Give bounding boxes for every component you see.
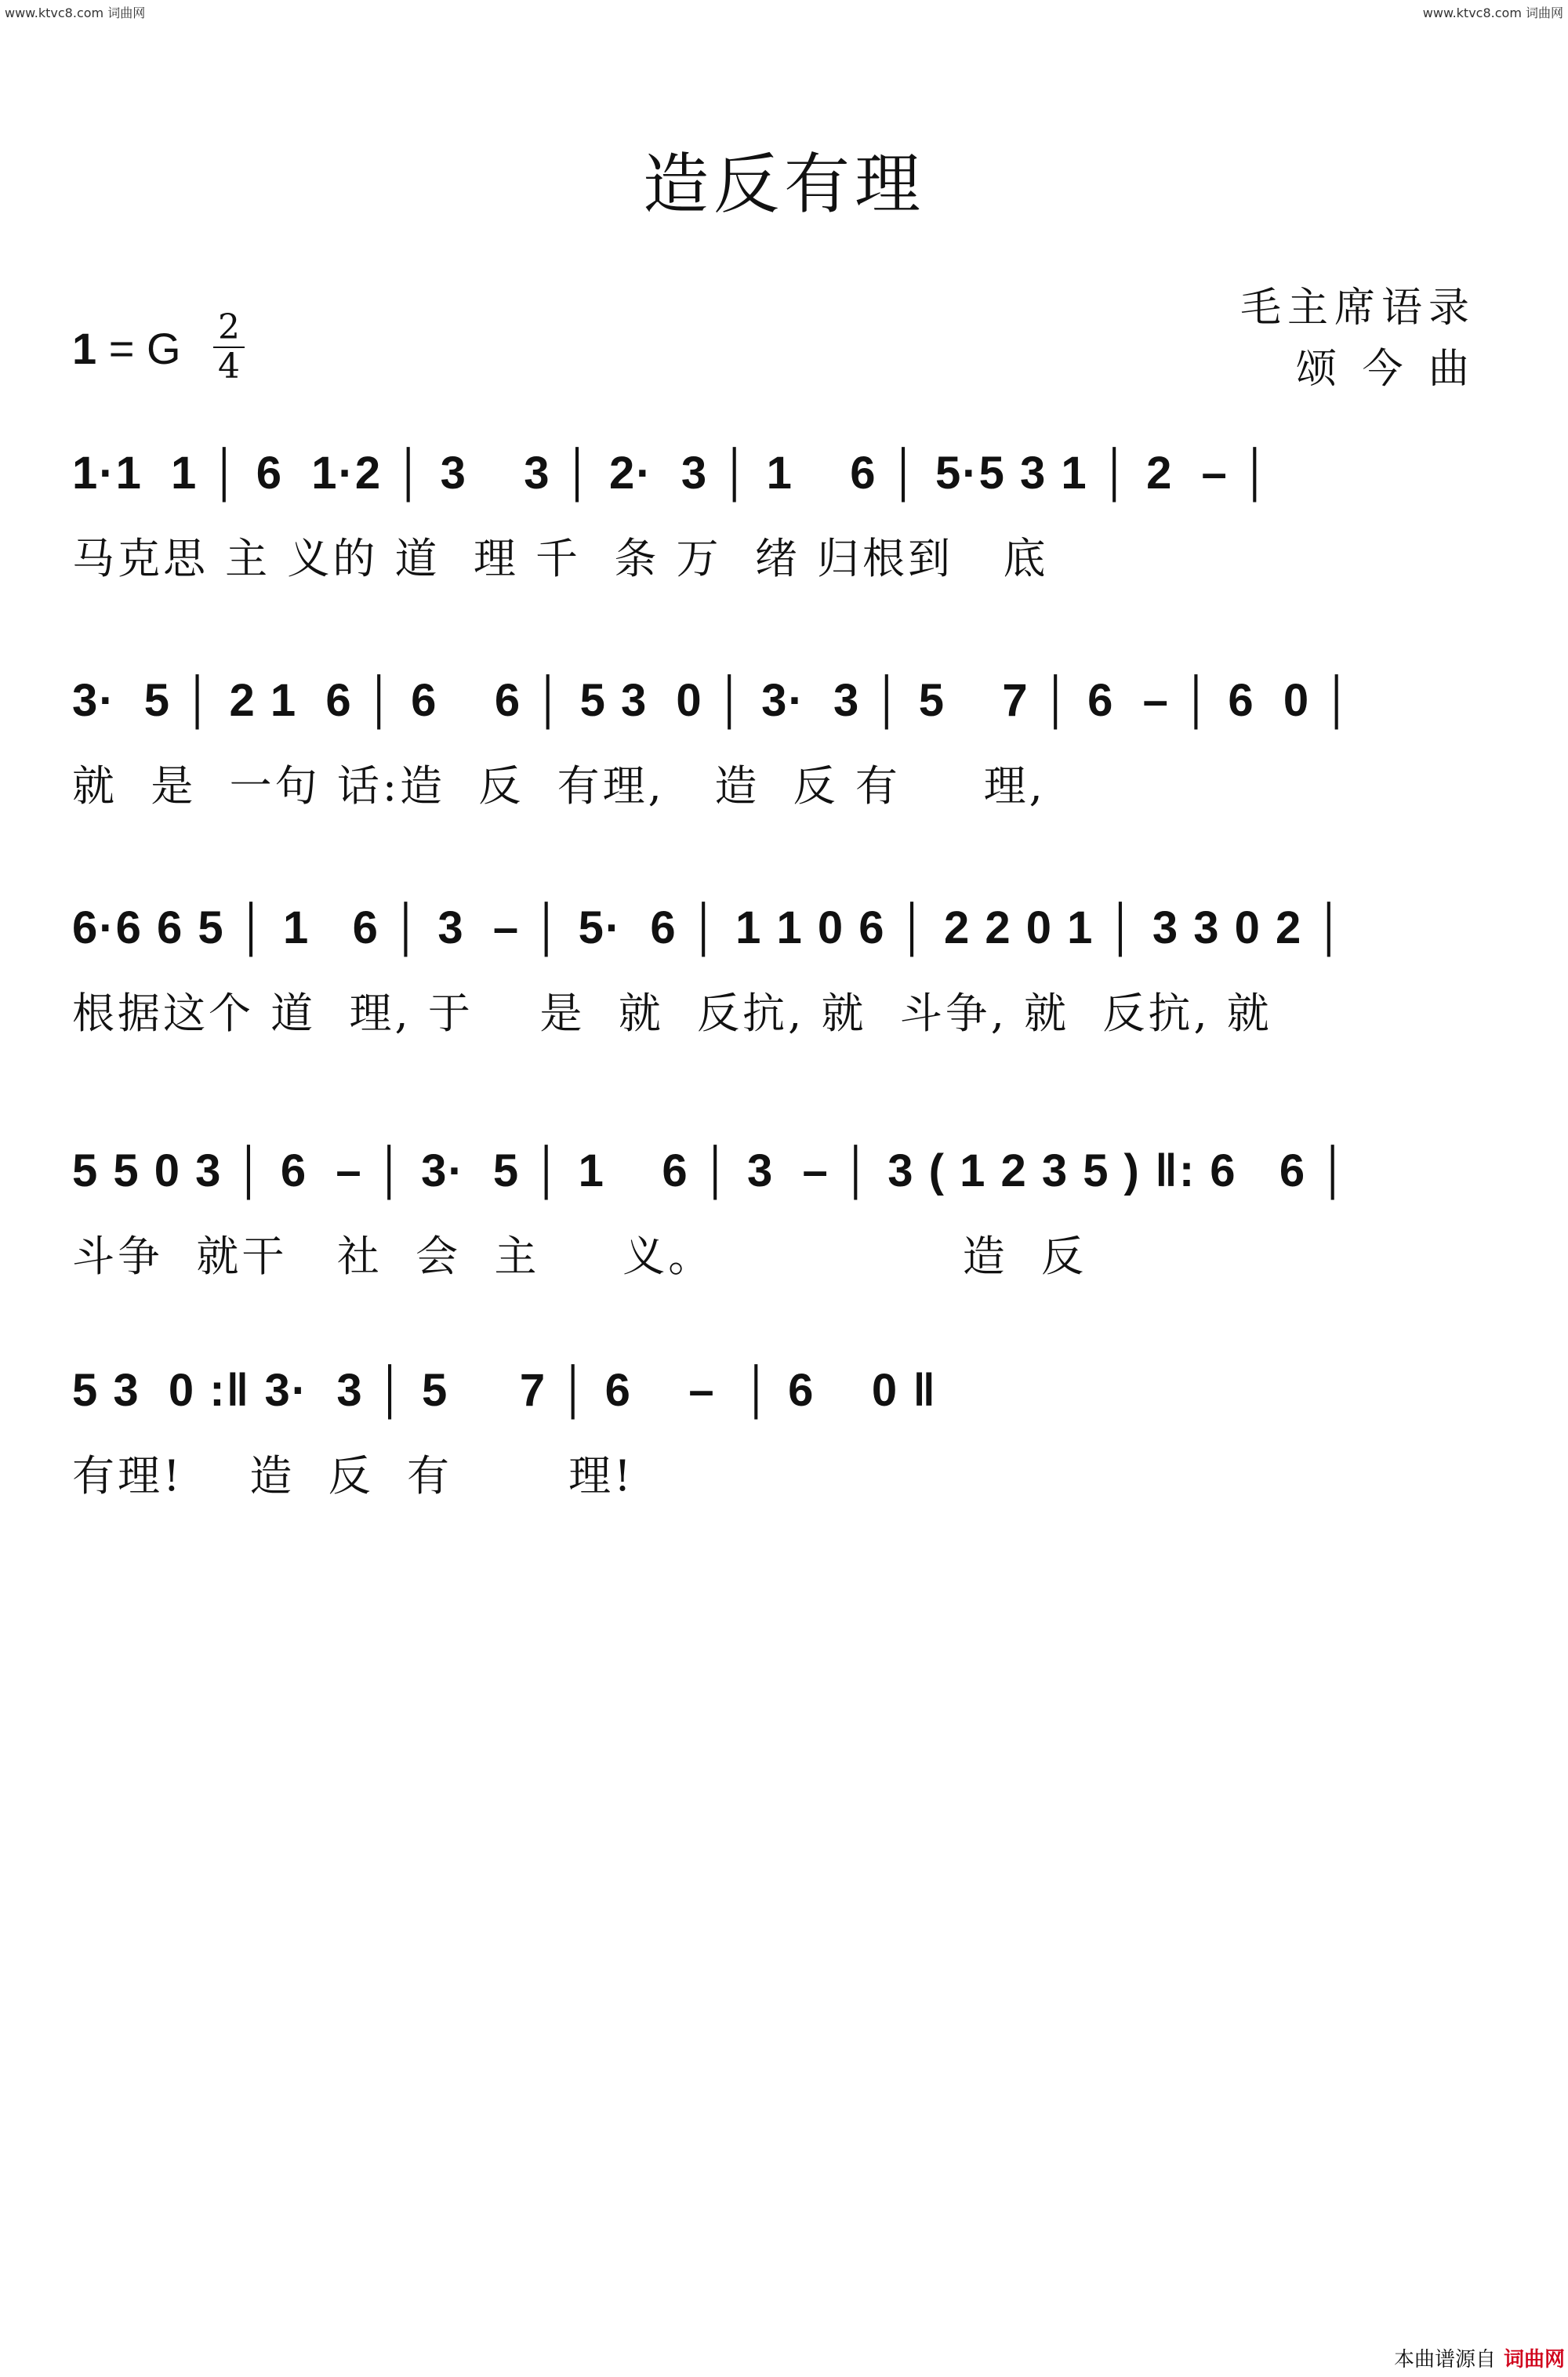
header-watermark-right: www.ktvc8.com 词曲网 [1422,5,1563,20]
time-signature-top: 2 [218,307,240,347]
lyric-source: 毛主席语录 [1240,285,1475,332]
footer-source [1394,2343,1565,2372]
lyrics-line: 马克思 主 义的 道 理 千 条 万 绪 归根到 底 [72,534,1049,583]
key-signature [72,323,181,374]
lyrics-line: 就 是 一句 话:造 反 有理, 造 反 有 理, [72,761,1046,811]
time-signature-bottom: 4 [218,347,240,386]
melody-line: 3· 5 │ 2 1 6 │ 6 6 │ 5 3 0 │ 3· 3 │ 5 7 │ 6 – │ 6 0 │ [72,675,1355,726]
lyrics-line: 有理! 造 反 有 理! [72,1451,634,1501]
composer-credit: 颂 今 曲 [1295,346,1475,393]
header-watermark-left: www.ktvc8.com 词曲网 [5,5,146,20]
time-signature [213,307,245,386]
key-tonic: 1 [72,324,97,373]
key-equals: = [108,324,135,373]
melody-line: 6·6 6 5 │ 1 6 │ 3 – │ 5· 6 │ 1 1 0 6 │ 2 2 0 1 │ 3 3 0 2 │ [72,902,1347,953]
melody-line: 5 3 0 :‖ 3· 3 │ 5 7 │ 6 – │ 6 0 ‖ [72,1365,938,1416]
lyrics-line: 根据这个 道 理, 于 是 就 反抗, 就 斗争, 就 反抗, 就 [72,989,1272,1038]
melody-line: 1·1 1 │ 6 1·2 │ 3 3 │ 2· 3 │ 1 6 │ 5·5 3 1 │ 2 – │ [72,448,1273,499]
song-title: 造反有理 [642,146,925,223]
melody-line: 5 5 0 3 │ 6 – │ 3· 5 │ 1 6 │ 3 – │ 3 ( 1 2 3 5 ) ‖: 6 6 │ [72,1145,1351,1196]
footer-text: 本曲谱源自 [1393,2348,1496,2372]
lyrics-line: 斗争 就干 社 会 主 义。 造 反 [72,1232,1087,1281]
key-note: G [146,324,181,373]
footer-brand[interactable]: 词曲网 [1503,2348,1565,2372]
